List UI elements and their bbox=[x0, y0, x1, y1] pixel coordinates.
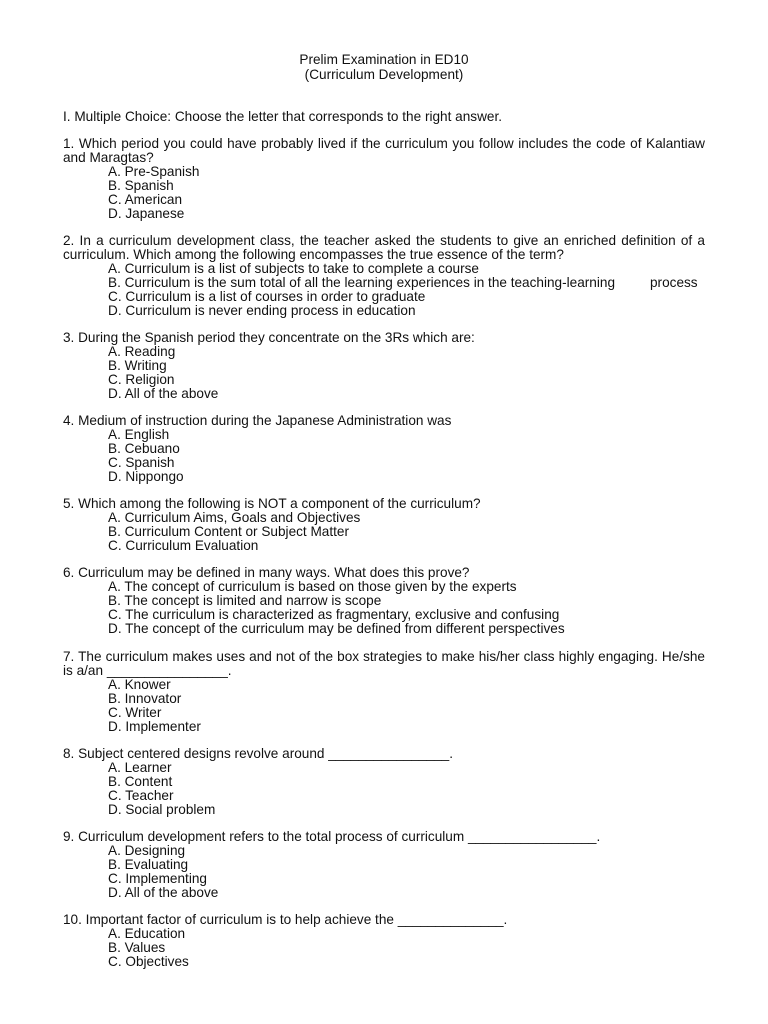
choice-c: C. Curriculum is a list of courses in order to graduate bbox=[108, 288, 426, 304]
exam-title: Prelim Examination in ED10 bbox=[299, 52, 469, 67]
choice-list bbox=[63, 262, 705, 318]
question-6 bbox=[63, 566, 705, 636]
choice-d: D. Social problem bbox=[108, 801, 216, 817]
choice-c: C. Objectives bbox=[108, 953, 189, 969]
choice-d: D. Curriculum is never ending process in education bbox=[108, 302, 416, 318]
choice-d: D. The concept of the curriculum may be defined from different perspectives bbox=[108, 620, 565, 636]
question-stem: 6. Curriculum may be defined in many ways. What does this prove? bbox=[63, 565, 470, 580]
instructions: I. Multiple Choice: Choose the letter that corresponds to the right answer. bbox=[63, 109, 503, 124]
choice-b: B. Writing bbox=[108, 357, 167, 373]
choice-c: C. The curriculum is characterized as fragmentary, exclusive and confusing bbox=[108, 606, 560, 622]
question-stem: 1. Which period you could have probably lived if the curriculum you follow includes the code of Kalantiaw and Maragtas? bbox=[63, 136, 705, 165]
choice-a: A. Curriculum is a list of subjects to take to complete a course bbox=[108, 261, 479, 276]
choice-d: D. Implementer bbox=[108, 718, 201, 734]
choice-c: C. Curriculum Evaluation bbox=[108, 537, 259, 553]
question-4 bbox=[63, 414, 705, 484]
question-stem: 10. Important factor of curriculum is to help achieve the ______________. bbox=[63, 912, 508, 927]
choice-c: C. Spanish bbox=[108, 454, 175, 470]
question-8 bbox=[63, 747, 705, 817]
choice-c: C. Teacher bbox=[108, 787, 174, 803]
choice-b: B. Values bbox=[108, 939, 166, 955]
question-9 bbox=[63, 830, 705, 900]
choice-list bbox=[63, 165, 705, 221]
choice-a: A. English bbox=[108, 427, 170, 442]
choice-a: A. Curriculum Aims, Goals and Objectives bbox=[108, 510, 361, 525]
choice-b: B. Curriculum is the sum total of all the learning experiences in the teaching-learning bbox=[108, 274, 616, 290]
choice-b: B. Innovator bbox=[108, 690, 182, 706]
choice-b: B. The concept is limited and narrow is scope bbox=[108, 592, 382, 608]
choice-list bbox=[63, 428, 705, 484]
choice-d: D. Japanese bbox=[108, 205, 185, 221]
choice-a: A. Education bbox=[108, 926, 186, 941]
choice-a: A. Designing bbox=[108, 843, 186, 858]
question-stem: 7. The curriculum makes uses and not of the box strategies to make his/her class highly engaging. He/she is a/an ________________. bbox=[63, 649, 705, 678]
choice-b: B. Evaluating bbox=[108, 856, 189, 872]
choice-d: D. All of the above bbox=[108, 884, 219, 900]
choice-a: A. Knower bbox=[108, 677, 171, 692]
choice-d: D. Nippongo bbox=[108, 468, 184, 484]
choice-c: C. Religion bbox=[108, 371, 175, 387]
question-stem: 8. Subject centered designs revolve around ________________. bbox=[63, 746, 453, 761]
choice-list bbox=[63, 678, 705, 734]
question-stem: 9. Curriculum development refers to the total process of curriculum _________________. bbox=[63, 829, 601, 844]
choice-list bbox=[63, 927, 705, 969]
choice-a: A. The concept of curriculum is based on those given by the experts bbox=[108, 579, 517, 594]
choice-list bbox=[63, 511, 705, 553]
choice-b-row bbox=[63, 276, 705, 290]
exam-subtitle: (Curriculum Development) bbox=[304, 67, 464, 82]
choice-c: C. American bbox=[108, 191, 183, 207]
choice-c: C. Writer bbox=[108, 704, 162, 720]
question-stem: 5. Which among the following is NOT a component of the curriculum? bbox=[63, 496, 481, 511]
question-1 bbox=[63, 137, 705, 221]
choice-a: A. Learner bbox=[108, 760, 172, 775]
choice-list bbox=[63, 580, 705, 636]
choice-b: B. Curriculum Content or Subject Matter bbox=[108, 523, 350, 539]
question-3 bbox=[63, 331, 705, 401]
question-stem: 4. Medium of instruction during the Japanese Administration was bbox=[63, 413, 452, 428]
choice-d: D. All of the above bbox=[108, 385, 219, 401]
choice-c: C. Implementing bbox=[108, 870, 207, 886]
choice-list bbox=[63, 761, 705, 817]
question-stem: 3. During the Spanish period they concentrate on the 3Rs which are: bbox=[63, 330, 475, 345]
choice-a: A. Reading bbox=[108, 344, 176, 359]
question-7 bbox=[63, 650, 705, 734]
question-10 bbox=[63, 913, 705, 969]
choice-b: B. Cebuano bbox=[108, 440, 180, 456]
choice-list bbox=[63, 345, 705, 401]
choice-a: A. Pre-Spanish bbox=[108, 164, 200, 179]
question-2 bbox=[63, 234, 705, 318]
choice-b-tail: process bbox=[650, 274, 698, 290]
choice-list bbox=[63, 844, 705, 900]
question-stem: 2. In a curriculum development class, the teacher asked the students to give an enriched definition of a curriculum. Which among the following encompasses the true essence of the term? bbox=[63, 233, 705, 262]
choice-b: B. Spanish bbox=[108, 177, 174, 193]
choice-b: B. Content bbox=[108, 773, 173, 789]
question-5 bbox=[63, 497, 705, 553]
